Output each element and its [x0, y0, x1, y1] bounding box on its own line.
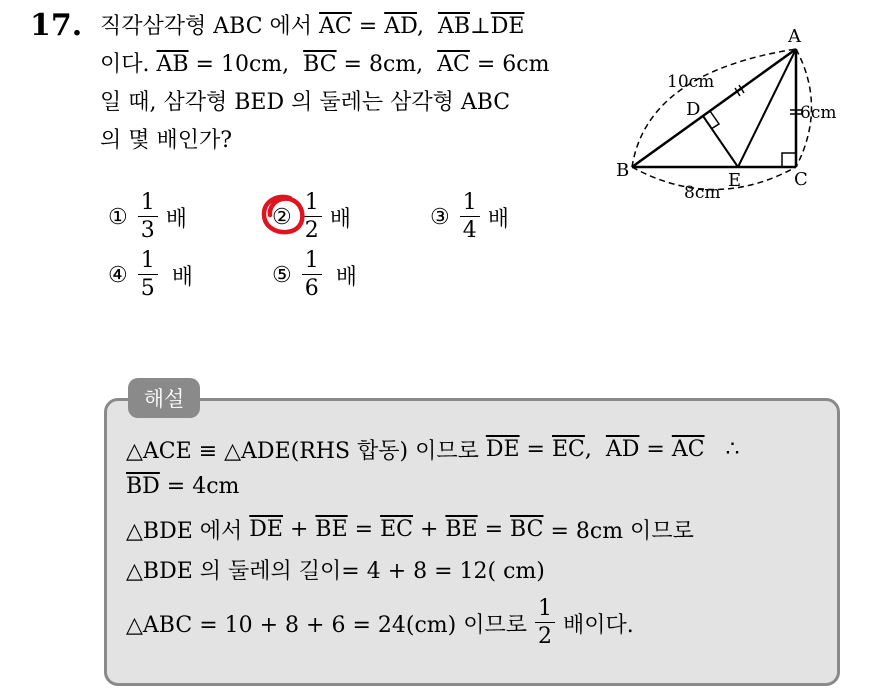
segment-name: $\overline{AC}$ — [671, 437, 705, 462]
segment-name: $\overline{EC}$ — [380, 517, 413, 542]
segment-ae — [738, 49, 796, 167]
text-segment: = — [639, 437, 672, 462]
text-segment: △BDE 에서 — [126, 519, 250, 544]
choice-4-numerator: 1 — [140, 248, 155, 273]
choice-4-unit: 배 — [171, 264, 193, 290]
label-a: A — [788, 26, 801, 47]
choice-4-number: ④ — [108, 262, 128, 288]
choice-5-numerator: 1 — [304, 248, 319, 273]
text-segment: ⊥ — [470, 14, 491, 39]
choice-1-number: ① — [108, 204, 128, 230]
segment-name: $\overline{BC}$ — [510, 517, 544, 542]
right-angle-d — [710, 111, 719, 129]
segment-name: $\overline{BE}$ — [315, 517, 348, 542]
text-segment: , — [416, 14, 438, 39]
text-segment: = — [347, 517, 381, 542]
text-segment: = — [519, 437, 552, 462]
choice-4[interactable] — [108, 250, 193, 300]
text-segment: = 4cm — [159, 474, 240, 499]
segment-name: $\overline{EC}$ — [551, 437, 585, 462]
text-segment: = — [351, 14, 385, 39]
solution-line-5-pre: △ABC = 10 + 8 + 6 = 24(cm) 이므로 — [126, 612, 527, 638]
choice-2-number: ② — [272, 204, 292, 230]
segment-name: $\overline{DE}$ — [485, 437, 520, 462]
solution-line-5-denominator: 2 — [535, 622, 555, 648]
segment-name: $\overline{AD}$ — [605, 437, 640, 462]
label-c: C — [794, 169, 808, 190]
solution-line-4: △BDE 의 둘레의 길이= 4 + 8 = 12( cm) — [126, 559, 545, 584]
solution-line-5-fraction — [535, 598, 555, 648]
choice-2-denominator: 2 — [302, 216, 322, 242]
question-line-3: 일 때, 삼각형 BED 의 둘레는 삼각형 ABC — [100, 90, 511, 115]
text-segment: △ACE ≡ △ADE(RHS 합동) 이므로 — [126, 439, 486, 464]
choice-5-denominator: 6 — [302, 274, 322, 300]
text-segment: = 6cm — [469, 52, 550, 77]
question-line-2 — [100, 46, 600, 84]
segment-name: $\overline{BE}$ — [445, 517, 478, 542]
label-d: D — [686, 99, 701, 120]
choice-4-fraction — [138, 250, 158, 300]
choice-1-denominator: 3 — [138, 216, 158, 242]
choice-3-denominator: 4 — [460, 216, 480, 242]
text-segment: + — [282, 517, 316, 542]
text-segment: = — [477, 517, 511, 542]
label-bc-length: 8cm — [684, 183, 721, 203]
text-segment: + — [412, 517, 446, 542]
solution-line-1 — [126, 434, 740, 465]
choice-3[interactable] — [430, 192, 509, 242]
choice-1-unit: 배 — [165, 206, 187, 232]
segment-name: $\overline{AC}$ — [437, 52, 470, 77]
segment-name: $\overline{DE}$ — [249, 517, 283, 542]
choice-3-unit: 배 — [487, 206, 509, 232]
choice-5[interactable] — [272, 250, 357, 300]
choice-2-unit: 배 — [329, 206, 351, 232]
label-b: B — [616, 160, 630, 181]
solution-line-2 — [126, 474, 239, 499]
choice-1-numerator: 1 — [140, 190, 155, 215]
label-ab-length: 10cm — [667, 72, 715, 92]
choice-3-fraction — [460, 192, 480, 242]
choice-2-numerator: 1 — [304, 190, 319, 215]
triangle-figure — [602, 12, 862, 207]
side-ab — [632, 49, 796, 167]
choice-3-numerator: 1 — [462, 190, 477, 215]
segment-name: $\overline{AB}$ — [156, 52, 189, 77]
text-segment: 직각삼각형 ABC 에서 — [100, 14, 320, 39]
segment-name: $\overline{BC}$ — [303, 52, 337, 77]
choice-5-unit: 배 — [335, 264, 357, 290]
choice-5-fraction — [302, 250, 322, 300]
solution-line-5-post: 배이다. — [562, 612, 634, 638]
segment-de — [703, 116, 738, 167]
solution-line-5-numerator: 1 — [537, 596, 552, 621]
text-segment: = 8cm 이므로 — [543, 519, 694, 544]
segment-name: $\overline{AB}$ — [437, 14, 470, 39]
text-segment: 이다. — [100, 52, 157, 77]
question-number: 17. — [30, 8, 83, 43]
segment-name: $\overline{BD}$ — [126, 474, 160, 499]
segment-name: $\overline{AC}$ — [319, 14, 352, 39]
solution-line-3 — [126, 514, 694, 545]
question-text — [100, 8, 600, 160]
text-segment: = 10cm, — [188, 52, 304, 77]
segment-name: $\overline{DE}$ — [490, 14, 525, 39]
question-line-4: 의 몇 배인가? — [100, 128, 233, 153]
text-segment: = 8cm, — [336, 52, 438, 77]
choice-3-number: ③ — [430, 204, 450, 230]
right-angle-c — [782, 153, 796, 167]
label-ac-length: 6cm — [800, 103, 837, 123]
choice-4-denominator: 5 — [138, 274, 158, 300]
answer-mark-circle — [260, 192, 310, 238]
text-segment: , — [584, 437, 606, 462]
text-segment: ∴ — [704, 437, 740, 462]
question-line-1 — [100, 8, 600, 46]
solution-tag: 해설 — [128, 378, 200, 418]
choice-1[interactable] — [108, 192, 187, 242]
solution-line-5 — [126, 598, 634, 648]
choice-1-fraction — [138, 192, 158, 242]
choice-5-number: ⑤ — [272, 262, 292, 288]
label-e: E — [728, 170, 742, 191]
segment-name: $\overline{AD}$ — [384, 14, 417, 39]
